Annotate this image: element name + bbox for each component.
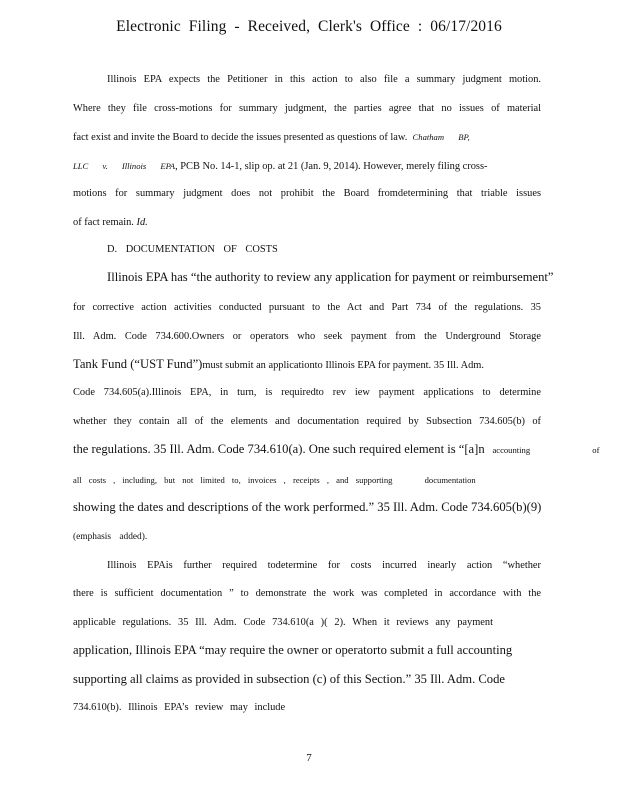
accounting-phrase: accounting of	[492, 445, 600, 455]
text-line	[73, 159, 541, 174]
id-citation: Id.	[136, 217, 148, 228]
text-line	[73, 442, 600, 458]
text-line: (emphasis added).	[73, 532, 148, 542]
text-fragment: ,	[276, 475, 293, 485]
text-line: whether they contain all of the elements and documentation required by Subsection 734.605(b) of	[73, 416, 541, 427]
text-line: there is sufficient documentation ” to demonstrate the work was completed in accordance with the	[73, 588, 541, 599]
filing-header: Electronic Filing - Received, Clerk's Office : 06/17/2016	[116, 18, 502, 35]
emphasis-word: supporting documentation	[355, 475, 476, 485]
text-fragment: all costs , including, but not limited to,	[73, 475, 248, 485]
text-line: motions for summary judgment does not prohibit the Board fromdetermining that triable issues	[73, 188, 541, 199]
text-line: 734.610(b). Illinois EPA’s review may include	[73, 702, 286, 713]
text-line: applicable regulations. 35 Ill. Adm. Code 734.610(a )( 2). When it reviews any payment	[73, 617, 493, 628]
emphasis-word: receipts	[292, 475, 320, 485]
emphasis-word: invoices	[247, 475, 277, 485]
text-line: application, Illinois EPA “may require the owner or operatorto submit a full accounting	[73, 643, 513, 657]
text-fragment: , and	[319, 475, 356, 485]
text-line: Illinois EPAis further required todetermine for costs incurred inearly action “whether	[107, 560, 541, 571]
text-fragment: fact exist and invite the Board to decide the issues presented as questions of law.	[73, 132, 408, 143]
text-line: for corrective action activities conducted pursuant to the Act and Part 734 of the regulations. 35	[73, 302, 541, 313]
case-citation: Chatham BP,	[412, 132, 470, 142]
text-line: Ill. Adm. Code 734.600.Owners or operators who seek payment from the Underground Storage	[73, 331, 541, 342]
text-fragment: the regulations. 35 Ill. Adm. Code 734.610(a). One such required element is “[a]n	[73, 442, 485, 456]
text-line	[73, 473, 541, 487]
text-line: Where they file cross-motions for summary judgment, the parties agree that no issues of material	[73, 103, 541, 114]
case-citation: LLC v. Illinois EPA	[73, 161, 176, 171]
text-fragment: Tank Fund (“UST Fund”)	[73, 357, 203, 371]
text-line: showing the dates and descriptions of the work performed.” 35 Ill. Adm. Code 734.605(b)(9)	[73, 500, 542, 514]
text-line	[73, 357, 541, 373]
text-line: Illinois EPA has “the authority to review any application for payment or reimbursement”	[107, 270, 554, 284]
text-fragment: must submit an applicationto Illinois EPA for payment. 35 Ill. Adm.	[202, 360, 484, 371]
text-fragment: of fact remain.	[73, 217, 134, 228]
text-line	[73, 216, 541, 230]
text-fragment: , PCB No. 14-1, slip op. at 21 (Jan. 9, 2014). However, merely filing cross-	[175, 161, 488, 172]
text-line: Code 734.605(a).Illinois EPA, in turn, is requiredto rev iew payment applications to determine	[73, 387, 541, 398]
section-heading: D. DOCUMENTATION OF COSTS	[107, 244, 278, 255]
text-line: supporting all claims as provided in subsection (c) of this Section.” 35 Ill. Adm. Code	[73, 672, 505, 686]
page-number: 7	[306, 752, 312, 764]
text-line	[73, 130, 541, 145]
text-line: Illinois EPA expects the Petitioner in this action to also file a summary judgment motion.	[107, 74, 541, 85]
